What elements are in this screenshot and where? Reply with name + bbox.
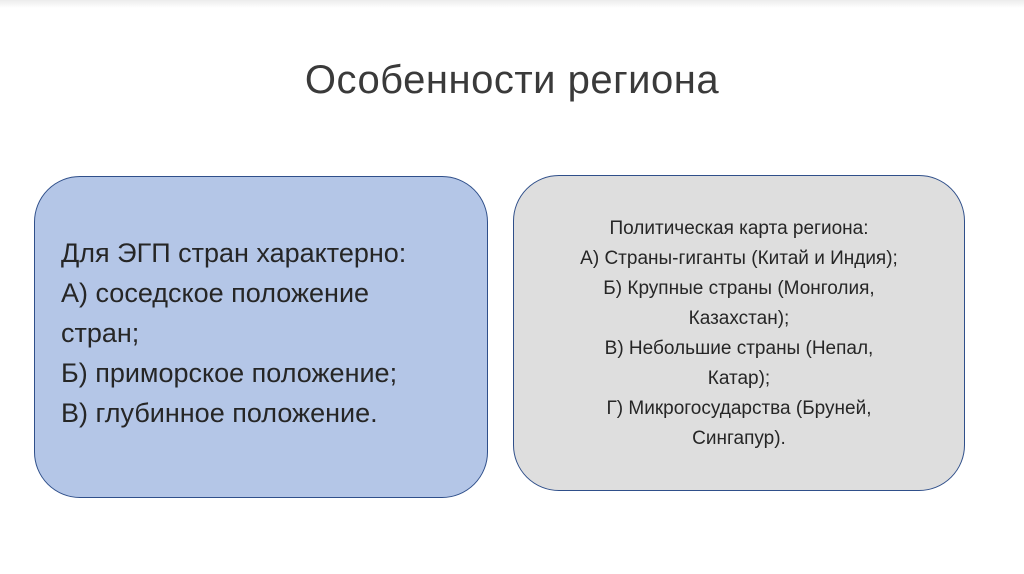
political-map-line-d-cont: Сингапур). [692, 428, 786, 449]
political-map-box [513, 175, 965, 491]
political-map-heading: Политическая карта региона: [609, 218, 869, 239]
egp-line-heading: Для ЭГП стран характерно: [61, 238, 407, 268]
slide-top-strip [0, 0, 1024, 8]
political-map-line-a: А) Страны-гиганты (Китай и Индия); [580, 248, 898, 269]
egp-line-c: В) глубинное положение. [61, 398, 378, 428]
political-map-line-c-cont: Катар); [707, 368, 771, 389]
political-map-line-c: В) Небольшие страны (Непал, [604, 338, 874, 359]
political-map-line-b-cont: Казахстан); [688, 308, 790, 329]
egp-line-a: А) соседское положение [61, 278, 370, 308]
political-map-line-b: Б) Крупные страны (Монголия, [603, 278, 875, 299]
egp-characteristics-box [34, 176, 488, 498]
slide-title: Особенности региона [304, 58, 720, 102]
egp-line-b: Б) приморское положение; [61, 358, 398, 388]
political-map-line-d: Г) Микрогосударства (Бруней, [606, 398, 872, 419]
egp-line-a-cont: стран; [61, 318, 140, 348]
